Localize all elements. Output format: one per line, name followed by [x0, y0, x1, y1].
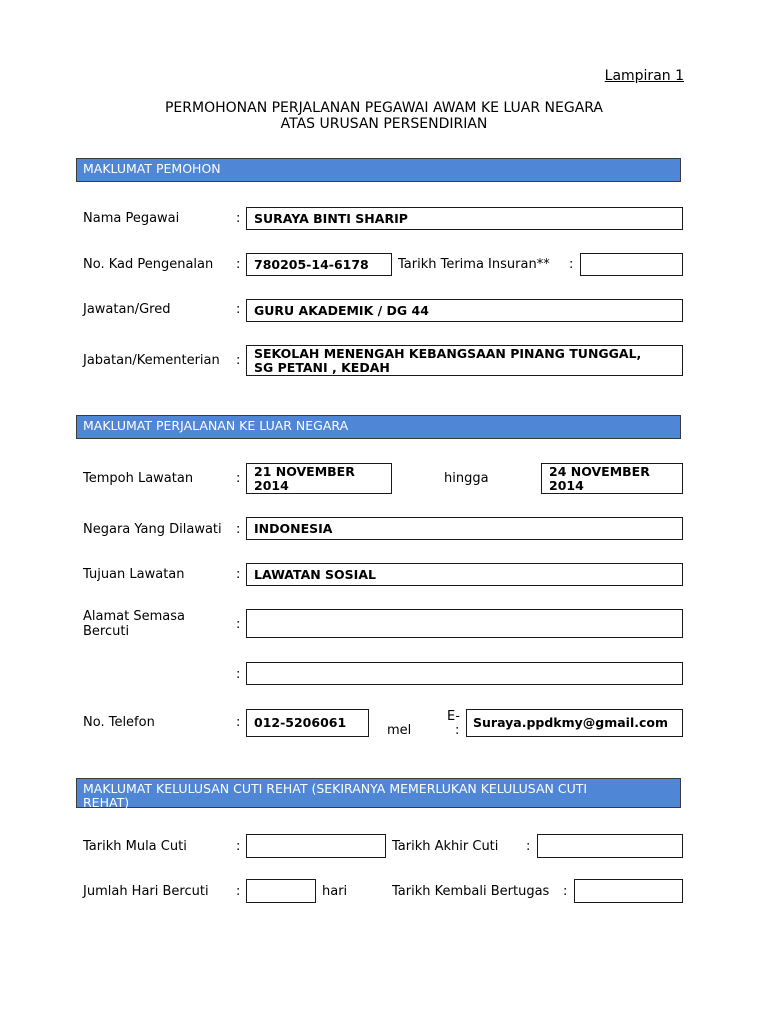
insuran-field[interactable] [580, 253, 683, 276]
kembali-label: Tarikh Kembali Bertugas [392, 884, 550, 899]
colon: : [236, 302, 241, 317]
colon: : [563, 884, 568, 899]
alamat-label [83, 609, 185, 639]
colon: : [236, 715, 241, 730]
tujuan-field[interactable]: LAWATAN SOSIAL [246, 563, 683, 586]
jabatan-line-2: SG PETANI , KEDAH [254, 360, 390, 375]
jabatan-field[interactable] [246, 345, 683, 376]
jabatan-label: Jabatan/Kementerian [83, 353, 220, 368]
lampiran-label: Lampiran 1 [604, 68, 684, 84]
alamat-label-line-1: Alamat Semasa [83, 609, 185, 624]
jawatan-field[interactable]: GURU AKADEMIK / DG 44 [246, 299, 683, 322]
colon: : [526, 839, 531, 854]
colon: : [455, 723, 460, 738]
tarikh-akhir-line-1: 24 NOVEMBER [549, 464, 650, 479]
akhir-cuti-field[interactable] [537, 834, 683, 858]
colon: : [236, 839, 241, 854]
negara-field[interactable]: INDONESIA [246, 517, 683, 540]
negara-label: Negara Yang Dilawati [83, 522, 222, 537]
tarikh-mula-line-2: 2014 [254, 478, 289, 493]
title-line-2: ATAS URUSAN PERSENDIRIAN [280, 116, 488, 132]
nama-label: Nama Pegawai [83, 211, 180, 226]
section-maklumat-perjalanan: MAKLUMAT PERJALANAN KE LUAR NEGARA [76, 415, 681, 439]
telefon-label: No. Telefon [83, 715, 155, 730]
section-cuti-line-2: REHAT) [83, 795, 130, 810]
nama-field[interactable]: SURAYA BINTI SHARIP [246, 207, 683, 230]
section-maklumat-cuti [76, 778, 681, 808]
alamat-label-line-2: Bercuti [83, 624, 130, 639]
alamat-field-1[interactable] [246, 609, 683, 638]
colon: : [236, 667, 241, 682]
section-maklumat-pemohon: MAKLUMAT PEMOHON [76, 158, 681, 182]
hari-label: hari [322, 884, 348, 899]
tarikh-akhir-lawatan-field[interactable] [541, 463, 683, 494]
jumlah-hari-field[interactable] [246, 879, 316, 903]
tarikh-mula-lawatan-field[interactable] [246, 463, 392, 494]
kembali-field[interactable] [574, 879, 683, 903]
colon: : [236, 211, 241, 226]
title-line-1: PERMOHONAN PERJALANAN PEGAWAI AWAM KE LUAR NEGARA [164, 100, 604, 116]
hingga-label: hingga [444, 471, 489, 486]
colon: : [236, 522, 241, 537]
tarikh-akhir-line-2: 2014 [549, 478, 584, 493]
telefon-field[interactable]: 012-5206061 [246, 709, 369, 737]
kad-label: No. Kad Pengenalan [83, 257, 214, 272]
jabatan-line-1: SEKOLAH MENENGAH KEBANGSAAN PINANG TUNGGAL, [254, 346, 642, 361]
kad-field[interactable]: 780205-14-6178 [246, 253, 392, 276]
mula-cuti-field[interactable] [246, 834, 386, 858]
colon: : [236, 884, 241, 899]
colon: : [236, 617, 241, 632]
page-title [0, 100, 768, 132]
insuran-label: Tarikh Terima Insuran** [398, 257, 550, 272]
colon: : [569, 257, 574, 272]
tarikh-mula-line-1: 21 NOVEMBER [254, 464, 355, 479]
tempoh-label: Tempoh Lawatan [83, 471, 194, 486]
alamat-field-2[interactable] [246, 662, 683, 685]
jawatan-label: Jawatan/Gred [83, 302, 171, 317]
emel-label-line-1: E- [447, 709, 460, 724]
colon: : [236, 257, 241, 272]
emel-label-line-2: mel [387, 723, 412, 738]
jumlah-hari-label: Jumlah Hari Bercuti [83, 884, 209, 899]
mula-cuti-label: Tarikh Mula Cuti [83, 839, 187, 854]
tujuan-label: Tujuan Lawatan [83, 567, 185, 582]
colon: : [236, 353, 241, 368]
section-cuti-line-1: MAKLUMAT KELULUSAN CUTI REHAT (SEKIRANYA MEMERLUKAN KELULUSAN CUTI [83, 781, 588, 796]
akhir-cuti-label: Tarikh Akhir Cuti [392, 839, 499, 854]
colon: : [236, 567, 241, 582]
emel-field[interactable]: Suraya.ppdkmy@gmail.com [466, 709, 683, 737]
colon: : [236, 471, 241, 486]
